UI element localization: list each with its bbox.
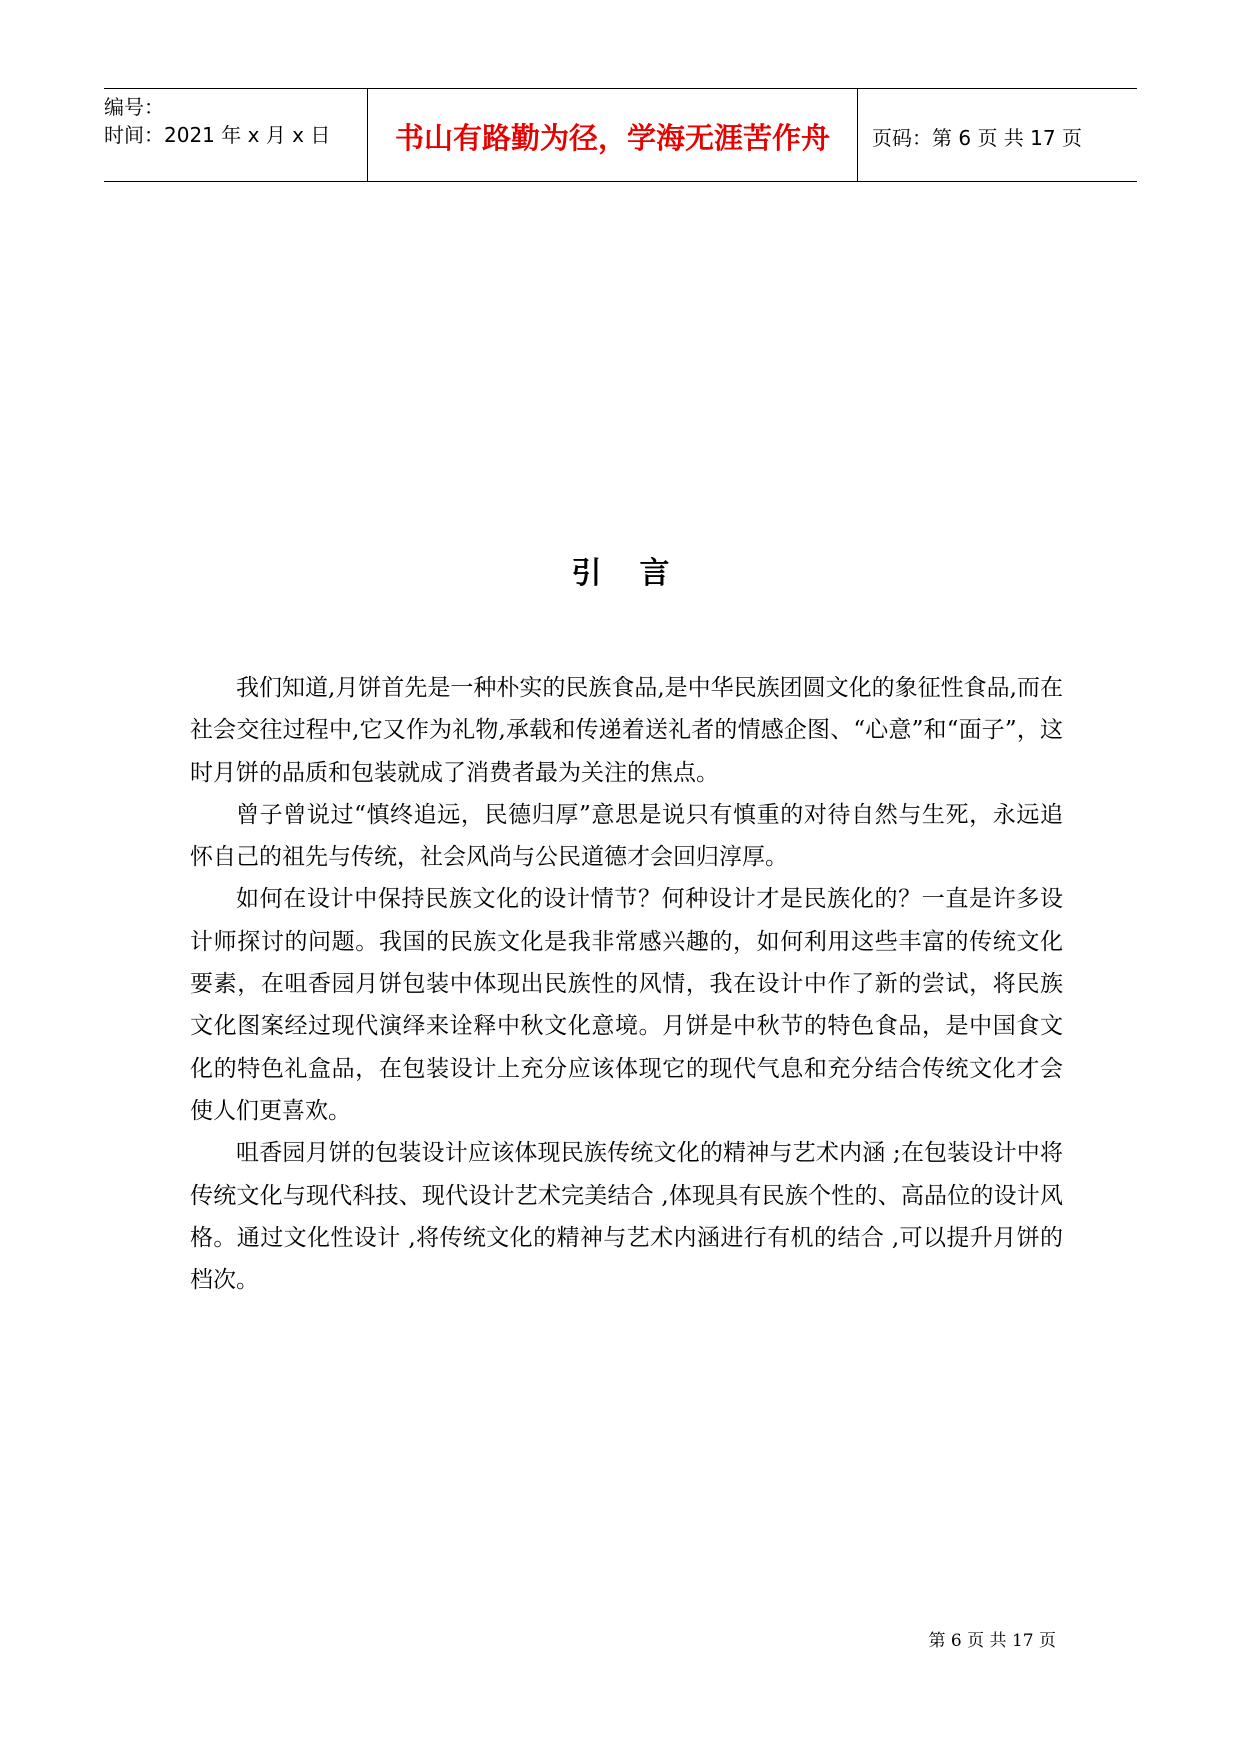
document-number-label: 编号： <box>104 95 164 119</box>
header-page-info: 页码：第 6 页 共 17 页 <box>872 125 1082 150</box>
paragraph: 咀香园月饼的包装设计应该体现民族传统文化的精神与艺术内涵 ;在包装设计中将传统文化与现代科技、现代设计艺术完美结合 ,体现具有民族个性的、高品位的设计风格。通过文化性设计 ,将传统文化的精神与艺术内涵进行有机的结合 ,可以提升月饼的档次。 <box>190 1140 1063 1294</box>
paragraph: 如何在设计中保持民族文化的设计情节？何种设计才是民族化的？一直是许多设计师探讨的问题。我国的民族文化是我非常感兴趣的，如何利用这些丰富的传统文化要素，在咀香园月饼包装中体现出民族性的风情，我在设计中作了新的尝试，将民族文化图案经过现代演绎来诠释中秋文化意境。月饼是中秋节的特色食品，是中国食文化的特色礼盒品，在包装设计上充分应该体现它的现代气息和充分结合传统文化才会使人们更喜欢。 <box>190 886 1063 1124</box>
document-date: 时间：2021 年 x 月 x 日 <box>104 123 331 147</box>
paragraph: 我们知道,月饼首先是一种朴实的民族食品,是中华民族团圆文化的象征性食品,而在社会交往过程中,它又作为礼物,承载和传递着送礼者的情感企图、“心意”和“面子”，这时月饼的品质和包装就成了消费者最为关注的焦点。 <box>190 675 1063 786</box>
header-meta <box>104 89 368 181</box>
section-title: 引言 <box>571 556 708 591</box>
page-header <box>104 88 1137 182</box>
header-motto: 书山有路勤为径，学海无涯苦作舟 <box>368 89 858 181</box>
body-text <box>190 667 1063 1301</box>
paragraph: 曾子曾说过“慎终追远，民德归厚”意思是说只有慎重的对待自然与生死，永远追怀自己的祖先与传统，社会风尚与公民道德才会回归淳厚。 <box>190 801 1063 871</box>
page-footer: 第 6 页 共 17 页 <box>928 1631 1056 1651</box>
